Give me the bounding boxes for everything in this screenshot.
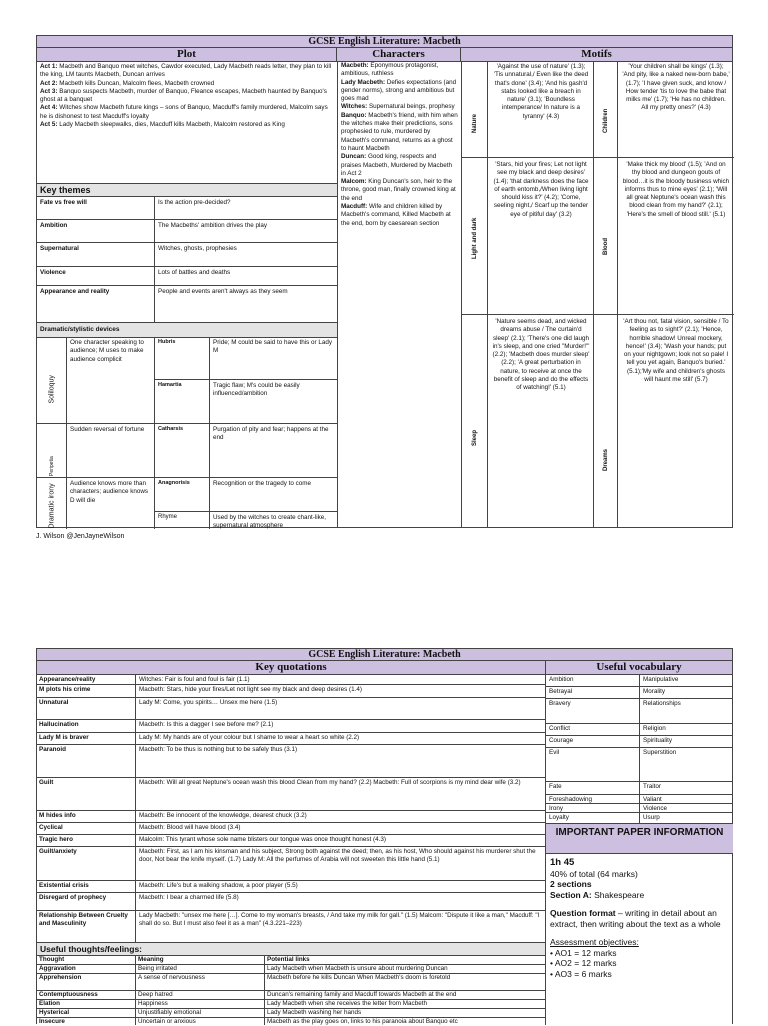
motif-label: Nature xyxy=(472,113,478,133)
motif-quotes: 'Your children shall be kings' (1.3); 'And pity, like a naked new-born babe,' (1.7); 'I have given suck, and know / How tender 'tis to love the babe that milks me' (1.7); 'He has no children. All my pretty ones?' (4.3) xyxy=(622,63,730,112)
quotation-row: Hallucination Macbeth: Is this a dagger I see before me? (2.1) xyxy=(37,719,545,732)
character-entry: Witches: Supernatural beings, prophesy xyxy=(341,103,455,111)
vocab-row: Courage Spirituality xyxy=(546,735,733,747)
device-desc: One character speaking to audience; M uses to make audience complicit xyxy=(70,339,144,363)
plot-summary xyxy=(37,61,337,193)
characters-heading: Characters xyxy=(337,48,461,61)
vocab-row: Bravery Relationships xyxy=(546,698,733,723)
paper-info xyxy=(546,853,733,1025)
vocab-row: Loyalty Usurp xyxy=(546,812,733,823)
motif-label: Blood xyxy=(603,238,609,255)
sheet2-title: GCSE English Literature: Macbeth xyxy=(37,649,732,661)
character-entry: Macbeth: Eponymous protagonist, ambitious, ruthless xyxy=(341,62,439,78)
theme-row: Ambition The Macbeths' ambition drives the play xyxy=(37,219,337,242)
device-term: Catharsis xyxy=(158,426,184,432)
key-themes-heading: Key themes xyxy=(37,183,337,196)
device-term: Hubris xyxy=(158,339,176,345)
thought-row: Insecure Uncertain or anxious Macbeth as the play goes on, links to his paranoia about Banquo etc xyxy=(37,1017,545,1025)
motifs-column xyxy=(461,61,733,528)
character-entry: Macduff: Wife and children killed by Macbeth's command, Killed Macbeth at the end, born by caesarean section xyxy=(341,203,451,227)
paper-section-a: Section A: Shakespeare xyxy=(550,889,645,900)
revision-sheet-2 xyxy=(36,648,733,1024)
devices-grid xyxy=(37,337,337,528)
paper-info-heading: IMPORTANT PAPER INFORMATION xyxy=(546,823,733,853)
motif-quotes: 'Nature seems dead, and wicked dreams abuse / The curtain'd sleep' (2.1); 'There's one did laugh in's sleep, and one cried "Murder!"' (2.2); 'Macbeth does murder sleep' (2.2); 'A great perturbation in nature, to receive at once the benefit of sleep and do the effects of watching!' (5.1) xyxy=(492,318,590,392)
quotation-row: Lady M is braver Lady M: My hands are of your colour but I shame to wear a heart so white (2.2) xyxy=(37,732,545,744)
thought-row: Elation Happiness Lady Macbeth when she receives the letter from Macbeth xyxy=(37,999,545,1008)
theme-row: Violence Lots of battles and deaths xyxy=(37,266,337,285)
paper-sections: 2 sections xyxy=(550,879,592,889)
character-entry: Lady Macbeth: Defies expectations (and gender norms), strong and ambitious but goes mad xyxy=(341,78,457,103)
device-term: Hamartia xyxy=(158,382,182,388)
vocab-row: Foreshadowing Valiant xyxy=(546,794,733,803)
thoughts-header-row: Thought Meaning Potential links xyxy=(37,955,545,964)
motif-quotes: 'Stars, hid your fires; Let not light see my black and deep desires' (1.4); 'that darkness does the face of earth entomb,/When living light should kiss it?' (4.2); 'Come, seeling night,/ Scarf up the tender eye of pitiful day' (3.2) xyxy=(493,161,589,218)
quotation-row: Guilt/anxiety Macbeth: First, as I am his kinsman and his subject, Strong both against the deed; then, as his host, Who should against his murderer shut the door, Not bear the knife myself. (1.7) Lady M: All the perfumes of Arabia will not sweeten this little hand (5.1) xyxy=(37,846,545,880)
motif-quotes: 'Make thick my blood' (1.5); 'And on thy blood and dungeon gouts of blood…it is the bloody business which informs thus to mine eyes' (2.1); 'Will all great Neptune's ocean wash this blood clean from my hand?' (2.1); 'Here's the smell of blood still.' (5.1) xyxy=(622,161,730,218)
motif-label: Dreams xyxy=(603,448,609,471)
assessment-objective: • AO3 = 6 marks xyxy=(550,968,612,979)
plot-act-1: Act 1: Macbeth and Banquo meet witches, Cawdor executed, Lady Macbeth reads letter, they plan to kill the king, LM taunts Macbeth, Duncan arrives xyxy=(40,63,332,79)
quotation-row: Paranoid Macbeth: To be thus is nothing but to be safely thus (3.1) xyxy=(37,744,545,777)
sheet1-title: GCSE English Literature: Macbeth xyxy=(37,36,732,48)
quotation-row: Existential crisis Macbeth: Life's but a walking shadow, a poor player (5.5) xyxy=(37,880,545,892)
vocab-row: Evil Superstition xyxy=(546,747,733,781)
quotation-row: Relationship Between Cruelty and Masculinity Lady Macbeth: "unsex me here […]. Come to my woman's breasts, / And take my milk for gall." (1.5) Malcom: "Dispute it like a man," Macduff: "I shall do so. But I must also feel it as a man" (4.3.221–223) xyxy=(37,910,545,942)
thought-row: Aggravation Being irritated Lady Macbeth when Macbeth is unsure about murdering Duncan xyxy=(37,964,545,973)
plot-act-3: Act 3: Banquo suspects Macbeth, murder of Banquo, Fleance escapes, Macbeth haunted by Banquo's ghost at a banquet xyxy=(40,87,327,104)
quotation-row: Unnatural Lady M: Come, you spirits… Unsex me here (1.5) xyxy=(37,697,545,719)
characters-column xyxy=(337,61,461,528)
assessment-objective: • AO1 = 12 marks xyxy=(550,947,617,958)
device-label: Dramatic irony xyxy=(48,483,56,529)
device-label: Soliloquy xyxy=(48,375,56,404)
revision-sheet-1 xyxy=(36,35,733,528)
thought-row: Contemptuousness Deep hatred Duncan's remaining family and Macduff towards Macbeth at the end xyxy=(37,990,545,999)
character-entry: Banquo: Macbeth's friend, with him when the witches make their predictions, sons prophesied to rule, murdered by Macbeth's command, returns as a ghost to haunt Macbeth xyxy=(341,111,458,152)
device-label: Peripetia xyxy=(49,456,55,476)
thought-row: Hysterical Unjustifiably emotional Lady Macbeth washing her hands xyxy=(37,1008,545,1017)
assessment-objectives-heading: Assessment objectives: xyxy=(550,937,639,947)
motif-quotes: 'Against the use of nature' (1.3); 'Tis unnatural,/ Even like the deed that's done' (3.4); 'And his gash'd stabs looked like a breach in nature' (3.1); 'Boundless intemperance/ In nature is a tyranny' (4.3) xyxy=(493,63,589,120)
vocab-row: Fate Traitor xyxy=(546,781,733,794)
plot-act-4: Act 4: Witches show Macbeth future kings – sons of Banquo, Macduff's family murdered, Malcolm says he is dishonest to test Macduff's loyalty xyxy=(40,104,328,120)
vocab-row: Conflict Religion xyxy=(546,723,733,735)
thoughts-heading: Useful thoughts/feelings: xyxy=(37,942,545,955)
device-desc: Used by the witches to create chant-like, supernatural atmosphere xyxy=(213,514,327,530)
useful-vocabulary-heading: Useful vocabulary xyxy=(546,661,732,674)
quotation-row: Disregard of prophecy Macbeth: I bear a charmed life (5.8) xyxy=(37,892,545,910)
theme-row: Supernatural Witches, ghosts, prophesies xyxy=(37,242,337,266)
theme-row: Appearance and reality People and events aren't always as they seem xyxy=(37,285,337,322)
quotation-row: Appearance/reality Witches: Fair is foul and foul is fair (1.1) xyxy=(37,674,545,684)
motif-label: Sleep xyxy=(472,429,478,446)
quotation-row: Cyclical Macbeth: Blood will have blood (3.4) xyxy=(37,822,545,834)
character-entry: Duncan: Good king, respects and praises Macbeth, Murdered by Macbeth in Act 2 xyxy=(341,153,452,177)
plot-column xyxy=(37,61,337,528)
sheet2-column-headers xyxy=(37,661,732,675)
devices-heading: Dramatic/stylistic devices xyxy=(37,322,337,337)
motif-label: Children xyxy=(603,108,609,133)
vocab-row: Ambition Manipulative xyxy=(546,674,733,686)
paper-percent: 40% of total (64 marks) xyxy=(550,868,638,879)
quotation-row: Guilt Macbeth: Will all great Neptune's ocean wash this blood Clean from my hand? (2.2) Macbeth: Full of scorpions is my mind dear wife (3.2) xyxy=(37,777,545,810)
paper-time: 1h 45 xyxy=(550,857,575,868)
quotation-row: M plots his crime Macbeth: Stars, hide your fires/Let not light see my black and deep desires (1.4) xyxy=(37,684,545,697)
quotation-row: Tragic hero Malcolm: This tyrant whose sole name blisters our tongue was once thought honest (4.3) xyxy=(37,834,545,846)
vocab-row: Irony Violence xyxy=(546,803,733,812)
theme-row: Fate vs free will Is the action pre-decided? xyxy=(37,196,337,219)
plot-act-2: Act 2: Macbeth kills Duncan, Malcolm flees, Macbeth crowned xyxy=(40,79,215,87)
vocab-row: Betrayal Morality xyxy=(546,686,733,698)
quotation-row: M hides info Macbeth: Be innocent of the knowledge, dearest chuck (3.2) xyxy=(37,810,545,822)
device-desc: Sudden reversal of fortune xyxy=(70,426,145,433)
character-entry: Malcom: King Duncan's son, heir to the throne, good man, finally crowned king at the end xyxy=(341,178,456,202)
device-desc: Tragic flaw; M's could be easily influenced/ambition xyxy=(213,382,300,398)
key-quotations-heading: Key quotations xyxy=(37,661,546,674)
device-desc: Purgation of pity and fear; happens at the end xyxy=(213,426,329,442)
motif-quotes: 'Art thou not, fatal vision, sensible / To feeling as to sight?' (2.1); 'Hence, horrible shadow! Unreal mockery, hence!' (3.4); 'Wash your hands; put on your nightgown; look not so pale! I tell you yet again, Banquo's buried.' (5.1);'My wife and children's ghosts will haunt me still' (5.7) xyxy=(623,318,729,384)
assessment-objective: • AO2 = 12 marks xyxy=(550,958,617,968)
author-credit: J. Wilson @JenJayneWilson xyxy=(36,533,125,540)
device-desc: Pride; M could be said to have this or Lady M xyxy=(213,339,333,355)
device-desc: Recognition or the tragedy to come xyxy=(213,480,312,487)
sheet1-column-headers xyxy=(37,48,732,62)
motif-label: Light and dark xyxy=(472,217,478,259)
thought-row: Apprehension A sense of nervousness Macbeth before he kills Duncan When Macbeth's doom is foretold xyxy=(37,973,545,990)
device-term: Rhyme xyxy=(158,514,178,520)
plot-act-5: Act 5: Lady Macbeth sleepwalks, dies, Macduff kills Macbeth, Malcolm restored as King xyxy=(40,121,285,129)
device-term: Anagnorisis xyxy=(158,480,190,486)
device-desc: Audience knows more than characters; audience knows D will die xyxy=(70,480,149,504)
plot-heading: Plot xyxy=(37,48,337,61)
motifs-heading: Motifs xyxy=(461,48,732,61)
paper-question-format: Question format – writing in detail about an extract, then writing about the text as a whole xyxy=(550,908,721,929)
